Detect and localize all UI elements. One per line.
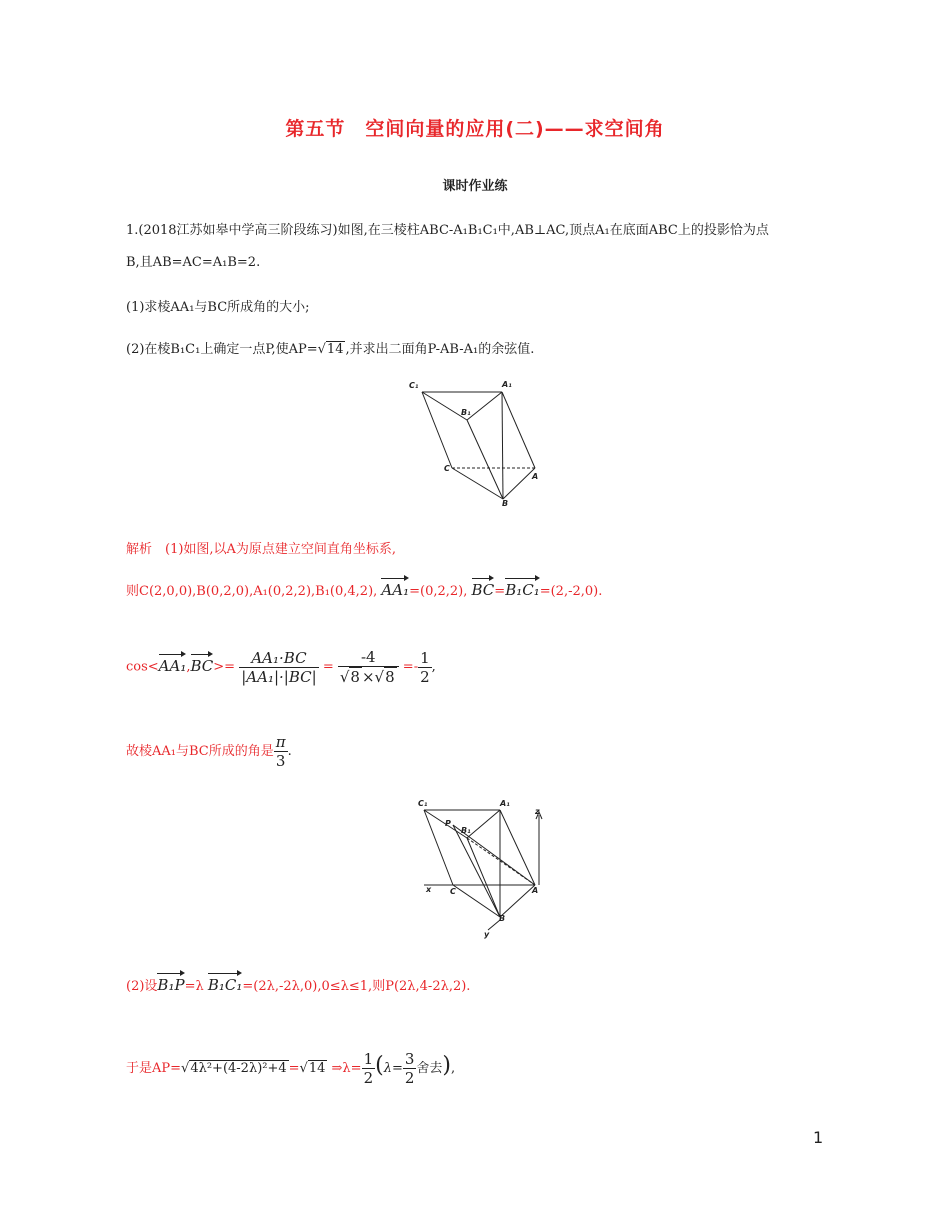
- aa1-value: =(0,2,2),: [409, 584, 468, 599]
- ap-sqrt-14: 14: [308, 1061, 326, 1076]
- problem-part-1: (1)求棱AA₁与BC所成角的大小;: [126, 300, 310, 315]
- vector-b1c1: B₁C₁: [505, 581, 540, 599]
- result-prefix: =-: [402, 659, 419, 675]
- lambda-alt: λ=: [383, 1061, 403, 1076]
- fig2-label-c: C: [450, 887, 456, 896]
- vector-aa1: AA₁: [381, 581, 410, 599]
- lambda-equals: =λ: [184, 979, 204, 994]
- sqrt-8-b: 8: [385, 668, 395, 686]
- fig2-label-a: A: [532, 886, 539, 895]
- fig1-label-a: A: [532, 472, 539, 481]
- page-number: 1: [813, 1128, 824, 1147]
- sqrt-14: 14: [326, 342, 344, 357]
- ap-prefix: 于是AP=: [126, 1061, 182, 1076]
- cos-prefix: cos<: [126, 659, 159, 675]
- fig2-label-b1: B₁: [461, 826, 471, 835]
- trail-comma: ,: [451, 1061, 456, 1076]
- cos-vector-aa1: AA₁: [158, 656, 187, 675]
- result-fraction: [418, 649, 432, 686]
- conclusion-text: 故棱AA₁与BC所成的角是: [126, 744, 274, 759]
- sqrt-8-a: 8: [350, 668, 360, 686]
- part2-vector-b1c1: B₁C₁: [207, 976, 243, 994]
- fig2-label-y: y: [484, 930, 490, 939]
- solution-ap: 于是AP=√4λ²+(4-2λ)²+4 =√14 ⇒λ= $\frac{1}{2}$ (λ= $\frac{3}{2}$ 舍去),: [126, 1050, 456, 1087]
- lambda-alt-fraction: [403, 1050, 417, 1087]
- vector-b1p: B₁P: [157, 976, 185, 994]
- problem-part-2-text: (2)在棱B₁C₁上确定一点P,使AP=: [126, 342, 318, 357]
- cos-frac1-den: |AA₁|·|BC|: [241, 667, 317, 686]
- solution-intro: 解析 (1)如图,以A为原点建立空间直角坐标系,: [126, 542, 397, 557]
- result-den: 2: [420, 667, 430, 686]
- lambda-num: 1: [363, 1050, 374, 1068]
- vector-bc: BC: [471, 581, 495, 599]
- times-sign: ×: [361, 668, 375, 686]
- cos-frac1-num: AA₁·BC: [251, 648, 307, 667]
- solution-part-2: [126, 975, 470, 994]
- problem-line-2: B,且AB=AC=A₁B=2.: [126, 255, 261, 270]
- cos-vector-bc: BC: [190, 656, 214, 675]
- solution-coords: [126, 580, 602, 599]
- fig1-label-c1: C₁: [409, 381, 419, 390]
- cos-fraction-1: [239, 649, 318, 686]
- fig2-label-a1: A₁: [500, 799, 510, 808]
- fig2-label-b: B: [499, 914, 506, 923]
- pi-symbol: π: [275, 733, 286, 751]
- fig1-label-a1: A₁: [502, 380, 512, 389]
- cos-frac2-den: √8 ×√8: [338, 666, 399, 686]
- fig2-label-x: x: [426, 885, 432, 894]
- section-subtitle: 课时作业练: [442, 179, 508, 194]
- pi-den: 3: [274, 751, 288, 770]
- fig2-label-p: P: [445, 819, 451, 828]
- bc-value: =(2,-2,0).: [539, 584, 603, 599]
- part2-prefix: (2)设: [126, 979, 158, 994]
- fig1-label-b1: B₁: [461, 408, 471, 417]
- equals-sign: =: [494, 584, 506, 599]
- problem-part-2: (2)在棱B₁C₁上确定一点P,使AP=√14 ,并求出二面角P-AB-A₁的余弦值.: [126, 342, 535, 357]
- cos-frac2-num: -4: [360, 648, 376, 666]
- solution-conclusion: [126, 733, 292, 770]
- cosine-formula: cos<AA₁,BC>= $\frac{\text{AA₁·BC}}{\text{|AA₁|·|BC|}}$ = $\frac{-4}{√8 \times√8}$ =- $\frac{1}{2}$ ,: [126, 648, 436, 686]
- cos-mid: >=: [213, 659, 236, 675]
- coords-text: 则C(2,0,0),B(0,2,0),A₁(0,2,2),B₁(0,4,2),: [126, 584, 378, 599]
- result-comma: ,: [431, 659, 436, 675]
- problem-part-2-tail: ,并求出二面角P-AB-A₁的余弦值.: [345, 342, 535, 357]
- discard-text: 舍去: [416, 1061, 443, 1076]
- lambda-alt-den: 2: [404, 1069, 415, 1087]
- page-title: 第五节 空间向量的应用(二)——求空间角: [285, 118, 665, 140]
- result-num: 1: [420, 648, 430, 667]
- ap-expression: 4λ²+(4-2λ)²+4: [190, 1061, 287, 1076]
- lambda-den: 2: [363, 1069, 374, 1087]
- fig2-label-c1: C₁: [418, 799, 428, 808]
- conclusion-period: .: [287, 744, 292, 759]
- fig1-label-b: B: [502, 499, 509, 508]
- pi-over-3: [274, 733, 288, 770]
- problem-line-1: 1.(2018江苏如皋中学高三阶段练习)如图,在三棱柱ABC-A₁B₁C₁中,AB⊥AC,顶点A₁在底面ABC上的投影恰为点: [126, 223, 769, 238]
- implies-lambda: ⇒λ=: [331, 1061, 362, 1076]
- cos-fraction-2: [338, 648, 399, 686]
- prism-figure-2: [420, 795, 555, 940]
- fig1-label-c: C: [444, 464, 450, 473]
- part2-values: =(2λ,-2λ,0),0≤λ≤1,则P(2λ,4-2λ,2).: [242, 979, 471, 994]
- lambda-alt-num: 3: [404, 1050, 415, 1068]
- lambda-fraction: [362, 1050, 376, 1087]
- fig2-label-z: z: [535, 807, 540, 816]
- prism-figure-1: [405, 375, 550, 510]
